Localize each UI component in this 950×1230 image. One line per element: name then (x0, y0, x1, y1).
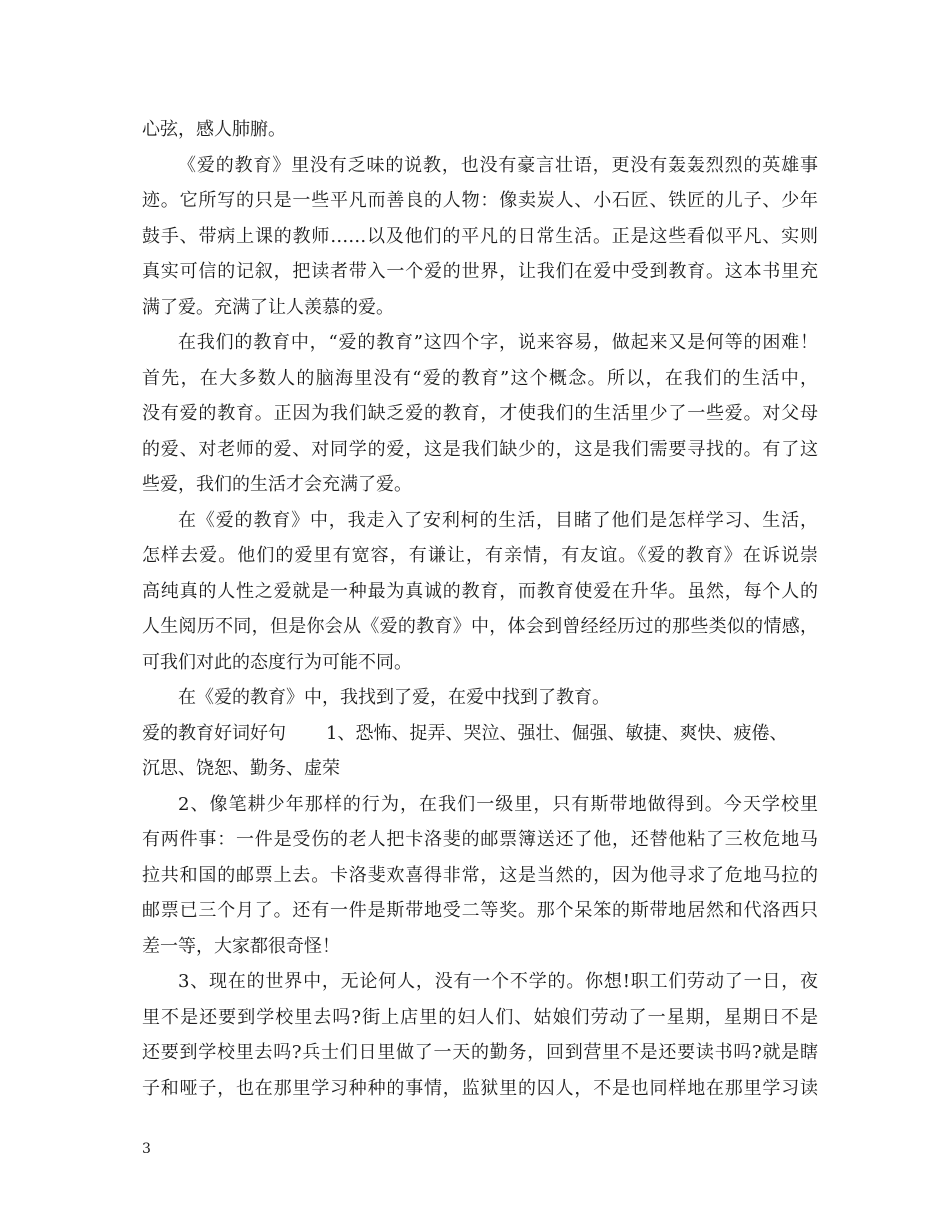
text-line: 3、现在的世界中，无论何人，没有一个不学的。你想!职工们劳动了一日，夜 (178, 971, 818, 992)
text-line: 迹。它所写的只是一些平凡而善良的人物：像卖炭人、小石匠、铁匠的儿子、少年 (142, 190, 818, 211)
text-line: 在《爱的教育》中，我走入了安利柯的生活，目睹了他们是怎样学习、生活， (178, 509, 818, 531)
text-line: 在《爱的教育》中，我找到了爱，在爱中找到了教育。 (178, 687, 610, 708)
text-line: 在我们的教育中，“爱的教育”这四个字，说来容易，做起来又是何等的困难！ (178, 332, 818, 353)
text-line: 怎样去爱。他们的爱里有宽容，有谦让，有亲情，有友谊。《爱的教育》在诉说崇 (142, 545, 818, 566)
text-line: 满了爱。充满了让人羡慕的爱。 (142, 296, 394, 318)
text-line: 没有爱的教育。正因为我们缺乏爱的教育，才使我们的生活里少了一些爱。对父母 (142, 403, 818, 424)
text-line: 高纯真的人性之爱就是一种最为真诚的教育，而教育使爱在升华。虽然，每个人的 (142, 580, 818, 602)
text-line: 些爱，我们的生活才会充满了爱。 (142, 474, 412, 495)
page-number: 3 (142, 1141, 151, 1157)
text-line: 里不是还要到学校里去吗?街上店里的妇人们、姑娘们劳动了一星期，星期日不是 (142, 1006, 818, 1028)
text-line: 鼓手、带病上课的教师……以及他们的平凡的日常生活。正是这些看似平凡、实则 (142, 225, 818, 247)
text-line: 有两件事：一件是受伤的老人把卡洛斐的邮票簿送还了他，还替他粘了三枚危地马 (142, 829, 818, 850)
text-line: 《爱的教育》里没有乏味的说教，也没有豪言壮语，更没有轰轰烈烈的英雄事 (178, 154, 818, 176)
text-line: 可我们对此的态度行为可能不同。 (142, 651, 412, 673)
text-line: 拉共和国的邮票上去。卡洛斐欢喜得非常，这是当然的，因为他寻求了危地马拉的 (142, 864, 818, 886)
text-line: 心弦，感人肺腑。 (142, 119, 286, 140)
text-line: 邮票已三个月了。还有一件是斯带地受二等奖。那个呆笨的斯带地居然和代洛西只 (142, 900, 818, 921)
text-line: 差一等，大家都很奇怪！ (142, 935, 340, 957)
text-line: 的爱、对老师的爱、对同学的爱，这是我们缺少的，这是我们需要寻找的。有了这 (142, 438, 818, 460)
text-line: 沉思、饶恕、勤务、虚荣 (142, 758, 340, 779)
text-line: 子和哑子，也在那里学习种种的事情，监狱里的囚人，不是也同样地在那里学习读 (142, 1077, 818, 1099)
text-line: 还要到学校里去吗?兵士们日里做了一天的勤务，回到营里不是还要读书吗?就是瞎 (142, 1042, 818, 1063)
word-list-start: 1、恐怖、捉弄、哭泣、强壮、倔强、敏捷、爽快、疲倦、 (326, 722, 788, 744)
section-heading: 爱的教育好词好句 (142, 722, 286, 744)
heading-line (142, 716, 818, 752)
text-line: 人生阅历不同，但是你会从《爱的教育》中，体会到曾经经历过的那些类似的情感， (142, 616, 818, 637)
text-line: 首先，在大多数人的脑海里没有“爱的教育”这个概念。所以，在我们的生活中， (142, 367, 818, 389)
document-body (142, 112, 818, 1106)
text-line: 真实可信的记叙，把读者带入一个爱的世界，让我们在爱中受到教育。这本书里充 (142, 261, 818, 282)
text-line: 2、像笔耕少年那样的行为，在我们一级里，只有斯带地做得到。今天学校里 (178, 793, 818, 815)
